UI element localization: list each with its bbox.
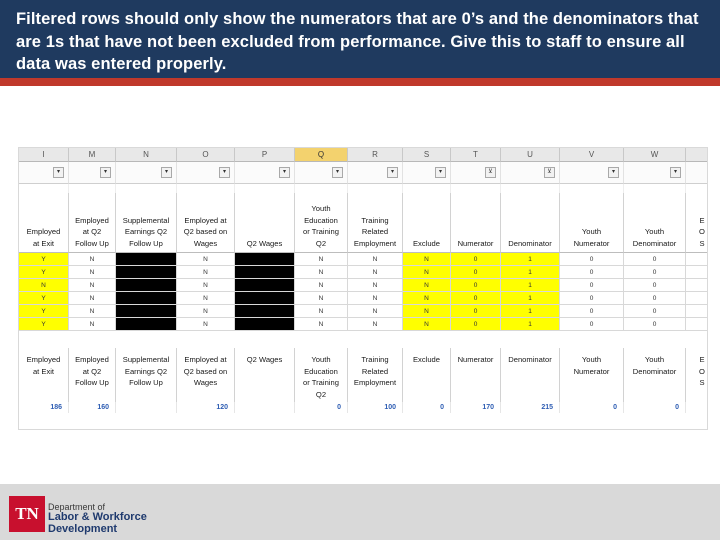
redacted-cell (235, 279, 295, 292)
data-cell: N (348, 318, 403, 331)
column-letter-Q: Q (295, 148, 348, 162)
data-cell: N (295, 292, 348, 305)
total-cell: 100 (348, 402, 403, 413)
header-cell: Employed at Exit (19, 193, 69, 253)
spacer-cell (501, 184, 560, 193)
spacer-cell (19, 184, 69, 193)
header-cell: Youth Numerator (560, 193, 624, 253)
filter-cell (295, 162, 348, 184)
header-cell: Training Related Employment (348, 193, 403, 253)
data-cell (686, 266, 708, 279)
header-cell: Numerator (451, 193, 501, 253)
filter-dropdown-icon[interactable]: ▾ (100, 167, 111, 178)
filter-dropdown-icon[interactable]: ▾ (435, 167, 446, 178)
filter-dropdown-icon[interactable]: ▾ (332, 167, 343, 178)
redacted-cell (235, 292, 295, 305)
data-cell: N (295, 318, 348, 331)
data-cell: 0 (560, 253, 624, 266)
data-cell: 0 (451, 292, 501, 305)
data-cell: N (348, 305, 403, 318)
filter-cell (624, 162, 686, 184)
filter-cell (501, 162, 560, 184)
data-cell: N (403, 318, 451, 331)
data-cell: N (177, 266, 235, 279)
filter-cell (177, 162, 235, 184)
data-cell: N (295, 305, 348, 318)
filter-cell (451, 162, 501, 184)
filter-dropdown-icon[interactable]: ▾ (219, 167, 230, 178)
header-cell: Supplemental Earnings Q2 Follow Up (116, 348, 177, 402)
data-cell: 0 (451, 266, 501, 279)
data-cell: N (69, 253, 116, 266)
total-cell (116, 402, 177, 413)
column-letter-S: S (403, 148, 451, 162)
filter-cell (686, 162, 708, 184)
data-cell: 0 (451, 253, 501, 266)
data-cell: N (348, 266, 403, 279)
org-name-line3: Development (48, 523, 118, 535)
data-cell (686, 279, 708, 292)
header-cell: Employed at Q2 Follow Up (69, 348, 116, 402)
header-cell: Youth Education or Training Q2 (295, 193, 348, 253)
data-cell: N (295, 279, 348, 292)
header-cell: Youth Denominator (624, 193, 686, 253)
data-cell: 1 (501, 305, 560, 318)
data-cell: N (295, 253, 348, 266)
data-cell: 0 (560, 292, 624, 305)
column-letter-V: V (560, 148, 624, 162)
total-cell: 0 (560, 402, 624, 413)
data-cell: 0 (560, 266, 624, 279)
data-cell: 0 (624, 318, 686, 331)
filter-cell (116, 162, 177, 184)
header-cell: Youth Education or Training Q2 (295, 348, 348, 402)
header-cell: Supplemental Earnings Q2 Follow Up (116, 193, 177, 253)
header-cell: E O S (686, 193, 708, 253)
redacted-cell (116, 305, 177, 318)
data-cell: 0 (451, 279, 501, 292)
header-cell: Exclude (403, 193, 451, 253)
column-letter-N: N (116, 148, 177, 162)
column-letter-partial (686, 148, 708, 162)
header-cell: Training Related Employment (348, 348, 403, 402)
data-cell: N (403, 266, 451, 279)
total-cell (235, 402, 295, 413)
spacer-cell (177, 184, 235, 193)
spacer-cell (403, 184, 451, 193)
spacer-cell (624, 184, 686, 193)
column-letter-I: I (19, 148, 69, 162)
data-cell: 1 (501, 266, 560, 279)
org-name-line2: Labor & Workforce (48, 511, 147, 523)
filter-cell (560, 162, 624, 184)
data-cell: 0 (624, 266, 686, 279)
spacer-cell (235, 184, 295, 193)
data-cell: N (295, 266, 348, 279)
header-cell: Denominator (501, 348, 560, 402)
filter-dropdown-icon[interactable]: ▾ (608, 167, 619, 178)
column-letter-T: T (451, 148, 501, 162)
filter-dropdown-icon[interactable]: ▾ (279, 167, 290, 178)
data-cell (686, 305, 708, 318)
header-cell: Employed at Q2 based on Wages (177, 348, 235, 402)
data-cell: N (403, 292, 451, 305)
org-name-line1: Department of (48, 502, 106, 512)
total-cell: 120 (177, 402, 235, 413)
header-cell: Denominator (501, 193, 560, 253)
data-cell: 1 (501, 253, 560, 266)
filter-cell (235, 162, 295, 184)
data-cell: Y (19, 318, 69, 331)
data-cell: Y (19, 253, 69, 266)
header-cell: Numerator (451, 348, 501, 402)
data-cell: 1 (501, 292, 560, 305)
header-cell: Youth Denominator (624, 348, 686, 402)
data-cell: N (348, 253, 403, 266)
data-cell: 0 (624, 305, 686, 318)
total-cell: 0 (403, 402, 451, 413)
data-cell: 0 (451, 305, 501, 318)
data-cell: Y (19, 305, 69, 318)
spacer-cell (116, 184, 177, 193)
header-cell: Employed at Exit (19, 348, 69, 402)
filter-cell (403, 162, 451, 184)
total-cell: 0 (295, 402, 348, 413)
spreadsheet-screenshot (18, 147, 708, 430)
redacted-cell (116, 266, 177, 279)
data-cell: 0 (560, 305, 624, 318)
data-cell: N (348, 279, 403, 292)
filter-dropdown-icon[interactable]: ▾ (53, 167, 64, 178)
data-cell: 0 (624, 279, 686, 292)
header-cell: Exclude (403, 348, 451, 402)
data-cell (686, 292, 708, 305)
data-cell: N (19, 279, 69, 292)
redacted-cell (116, 292, 177, 305)
column-letter-W: W (624, 148, 686, 162)
column-letter-U: U (501, 148, 560, 162)
column-letter-R: R (348, 148, 403, 162)
filter-cell (348, 162, 403, 184)
column-letter-P: P (235, 148, 295, 162)
filter-active-icon[interactable]: ⊻ (544, 167, 555, 178)
spacer-cell (560, 184, 624, 193)
column-letter-M: M (69, 148, 116, 162)
redacted-cell (116, 318, 177, 331)
data-cell: N (177, 279, 235, 292)
filter-cell (69, 162, 116, 184)
data-cell: 0 (624, 253, 686, 266)
data-cell (686, 253, 708, 266)
data-cell: N (177, 253, 235, 266)
data-cell: N (177, 305, 235, 318)
data-cell: N (177, 318, 235, 331)
redacted-cell (235, 253, 295, 266)
redacted-cell (235, 318, 295, 331)
data-cell: 0 (451, 318, 501, 331)
data-cell: 0 (560, 279, 624, 292)
data-cell: 0 (624, 292, 686, 305)
header-cell: Q2 Wages (235, 348, 295, 402)
redacted-cell (235, 266, 295, 279)
filter-dropdown-icon[interactable]: ▾ (670, 167, 681, 178)
spacer-cell (348, 184, 403, 193)
column-letter-O: O (177, 148, 235, 162)
redacted-cell (235, 305, 295, 318)
data-cell: N (69, 318, 116, 331)
header-cell: Youth Numerator (560, 348, 624, 402)
redacted-cell (116, 279, 177, 292)
total-cell (686, 402, 708, 413)
data-cell: Y (19, 292, 69, 305)
data-cell: N (177, 292, 235, 305)
data-cell: N (403, 253, 451, 266)
data-cell: N (403, 305, 451, 318)
total-cell: 0 (624, 402, 686, 413)
total-cell: 170 (451, 402, 501, 413)
data-cell: Y (19, 266, 69, 279)
data-cell: 0 (560, 318, 624, 331)
data-cell: 1 (501, 318, 560, 331)
data-cell (686, 318, 708, 331)
redacted-cell (116, 253, 177, 266)
header-cell: Employed at Q2 Follow Up (69, 193, 116, 253)
total-cell: 186 (19, 402, 69, 413)
spacer-cell (451, 184, 501, 193)
slide-title: Filtered rows should only show the numerators that are 0’s and the denominators that are 1s that have not been excluded from performance. Give this to staff to ensure all data was entered properly. (16, 10, 699, 73)
filter-dropdown-icon[interactable]: ▾ (387, 167, 398, 178)
filter-dropdown-icon[interactable]: ▾ (161, 167, 172, 178)
data-cell: N (69, 279, 116, 292)
data-cell: N (403, 279, 451, 292)
banner-accent-stripe (0, 78, 720, 86)
spacer-cell (295, 184, 348, 193)
filter-active-icon[interactable]: ⊻ (485, 167, 496, 178)
spacer-cell (69, 184, 116, 193)
data-cell: N (69, 266, 116, 279)
filter-cell (19, 162, 69, 184)
header-cell: Employed at Q2 based on Wages (177, 193, 235, 253)
header-cell: Q2 Wages (235, 193, 295, 253)
data-cell: 1 (501, 279, 560, 292)
data-cell: N (69, 305, 116, 318)
total-cell: 160 (69, 402, 116, 413)
data-cell: N (69, 292, 116, 305)
spacer-cell (686, 184, 708, 193)
tn-logo-initials: TN (15, 504, 39, 523)
data-cell: N (348, 292, 403, 305)
total-cell: 215 (501, 402, 560, 413)
header-cell: E O S (686, 348, 708, 402)
